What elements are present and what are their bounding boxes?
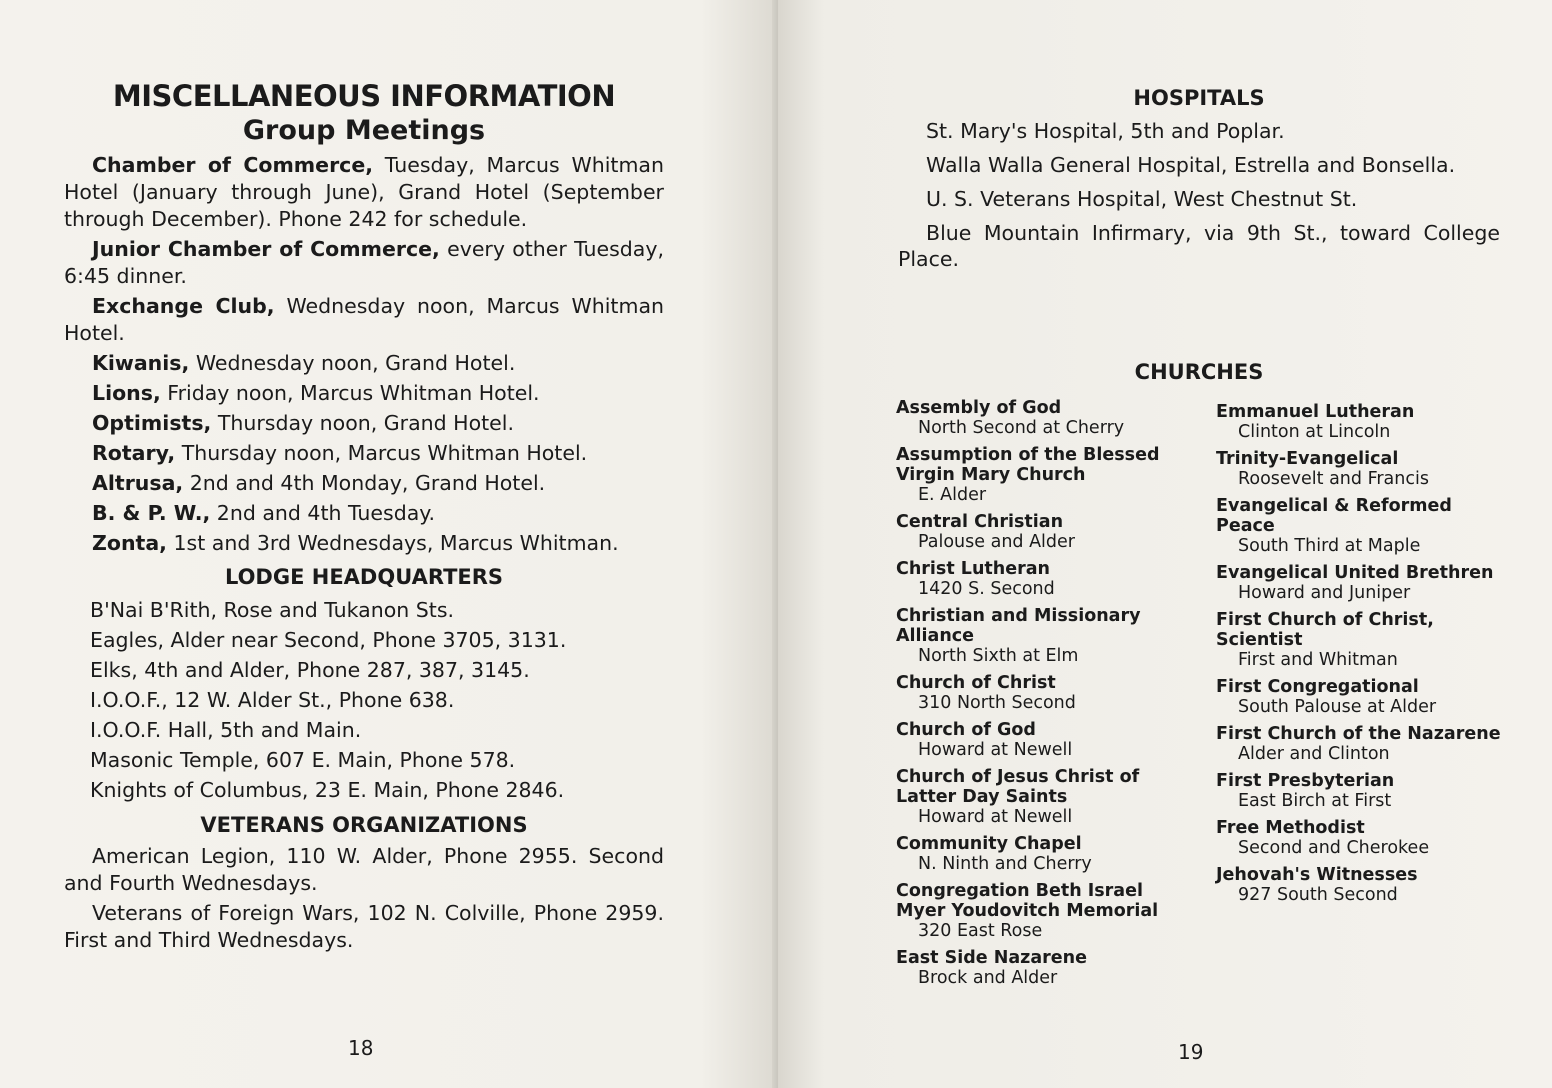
church-entry: Congregation Beth Israel Myer Youdovitch Memorial 320 East Rose: [896, 881, 1159, 941]
church-entry: Trinity-Evangelical Roosevelt and Francis: [1216, 449, 1429, 489]
meeting-entry: Kiwanis, Wednesday noon, Grand Hotel.: [92, 351, 516, 375]
lodge-headquarters-heading: LODGE HEADQUARTERS: [224, 565, 504, 589]
hospital-entry: Walla Walla General Hospital, Estrella and Bonsella.: [926, 153, 1456, 177]
meeting-entry: Rotary, Thursday noon, Marcus Whitman Hotel.: [92, 441, 588, 465]
church-entry: Assumption of the Blessed Virgin Mary Church E. Alder: [896, 445, 1160, 505]
lodge-entry: I.O.O.F., 12 W. Alder St., Phone 638.: [90, 688, 455, 712]
hospitals-heading: HOSPITALS: [1133, 86, 1265, 110]
veterans-entry: American Legion, 110 W. Alder, Phone 2955. Second and Fourth Wednesdays.: [64, 844, 664, 895]
hospital-entry: U. S. Veterans Hospital, West Chestnut St.: [926, 187, 1358, 211]
church-entry: Central Christian Palouse and Alder: [896, 512, 1075, 552]
page-number-right: 19: [1178, 1040, 1204, 1064]
church-entry: Jehovah's Witnesses 927 South Second: [1216, 865, 1418, 905]
church-entry: Church of Jesus Christ of Latter Day Saints Howard at Newell: [896, 767, 1140, 827]
hospital-entry: Blue Mountain Infirmary, via 9th St., toward College Place.: [898, 221, 1500, 271]
meeting-entry: B. & P. W., 2nd and 4th Tuesday.: [92, 501, 436, 525]
church-entry: Christian and Missionary Alliance North Sixth at Elm: [896, 606, 1141, 666]
lodge-entry: Masonic Temple, 607 E. Main, Phone 578.: [90, 748, 516, 772]
left-column: [64, 78, 664, 957]
group-meetings-heading: Group Meetings: [242, 115, 486, 146]
meeting-entry: Exchange Club, Wednesday noon, Marcus Whitman Hotel.: [64, 294, 664, 345]
church-entry: Evangelical United Brethren Howard and Juniper: [1216, 563, 1494, 603]
veterans-list: [64, 843, 664, 954]
lodge-entry: Knights of Columbus, 23 E. Main, Phone 2846.: [90, 778, 565, 802]
meeting-entry: Junior Chamber of Commerce, every other Tuesday, 6:45 dinner.: [64, 237, 664, 288]
lodge-entry: Eagles, Alder near Second, Phone 3705, 3131.: [90, 628, 567, 652]
church-entry: First Church of Christ, Scientist First and Whitman: [1216, 610, 1434, 670]
church-entry: First Congregational South Palouse at Alder: [1216, 677, 1437, 717]
churches-heading: CHURCHES: [1134, 360, 1264, 384]
church-entry: East Side Nazarene Brock and Alder: [896, 948, 1088, 988]
page-title: MISCELLANEOUS INFORMATION: [112, 79, 616, 113]
meeting-entry: Chamber of Commerce, Tuesday, Marcus Whitman Hotel (January through June), Grand Hotel (September through December). Phone 242 for schedule.: [64, 153, 664, 231]
lodge-list: [64, 595, 664, 805]
lodge-entry: I.O.O.F. Hall, 5th and Main.: [90, 718, 362, 742]
church-entry: First Presbyterian East Birch at First: [1216, 771, 1395, 811]
church-entry: Church of God Howard at Newell: [896, 720, 1073, 760]
churches-column-1: [896, 398, 1196, 995]
meeting-entry: Optimists, Thursday noon, Grand Hotel.: [92, 411, 514, 435]
meeting-entry: Altrusa, 2nd and 4th Monday, Grand Hotel.: [92, 471, 546, 495]
page-number-left: 18: [348, 1036, 374, 1060]
church-entry: Christ Lutheran 1420 S. Second: [896, 559, 1055, 599]
veterans-entry: Veterans of Foreign Wars, 102 N. Colville, Phone 2959. First and Third Wednesdays.: [64, 901, 664, 952]
veterans-organizations-heading: VETERANS ORGANIZATIONS: [200, 813, 528, 837]
church-entry: Assembly of God North Second at Cherry: [896, 398, 1125, 438]
lodge-entry: Elks, 4th and Alder, Phone 287, 387, 3145.: [90, 658, 530, 682]
churches-section: [898, 352, 1500, 390]
lodge-entry: B'Nai B'Rith, Rose and Tukanon Sts.: [90, 598, 455, 622]
churches-column-2: [1216, 402, 1516, 912]
meetings-list: [64, 152, 664, 557]
church-entry: Church of Christ 310 North Second: [896, 673, 1076, 713]
hospitals-section: [898, 84, 1500, 280]
church-entry: Community Chapel N. Ninth and Cherry: [896, 834, 1092, 874]
church-entry: Free Methodist Second and Cherokee: [1216, 818, 1430, 858]
meeting-entry: Lions, Friday noon, Marcus Whitman Hotel.: [92, 381, 540, 405]
church-entry: Evangelical & Reformed Peace South Third at Maple: [1216, 496, 1452, 556]
church-entry: First Church of the Nazarene Alder and Clinton: [1216, 724, 1501, 764]
meeting-entry: Zonta, 1st and 3rd Wednesdays, Marcus Whitman.: [92, 531, 619, 555]
hospital-entry: St. Mary's Hospital, 5th and Poplar.: [926, 119, 1285, 143]
church-entry: Emmanuel Lutheran Clinton at Lincoln: [1216, 402, 1415, 442]
